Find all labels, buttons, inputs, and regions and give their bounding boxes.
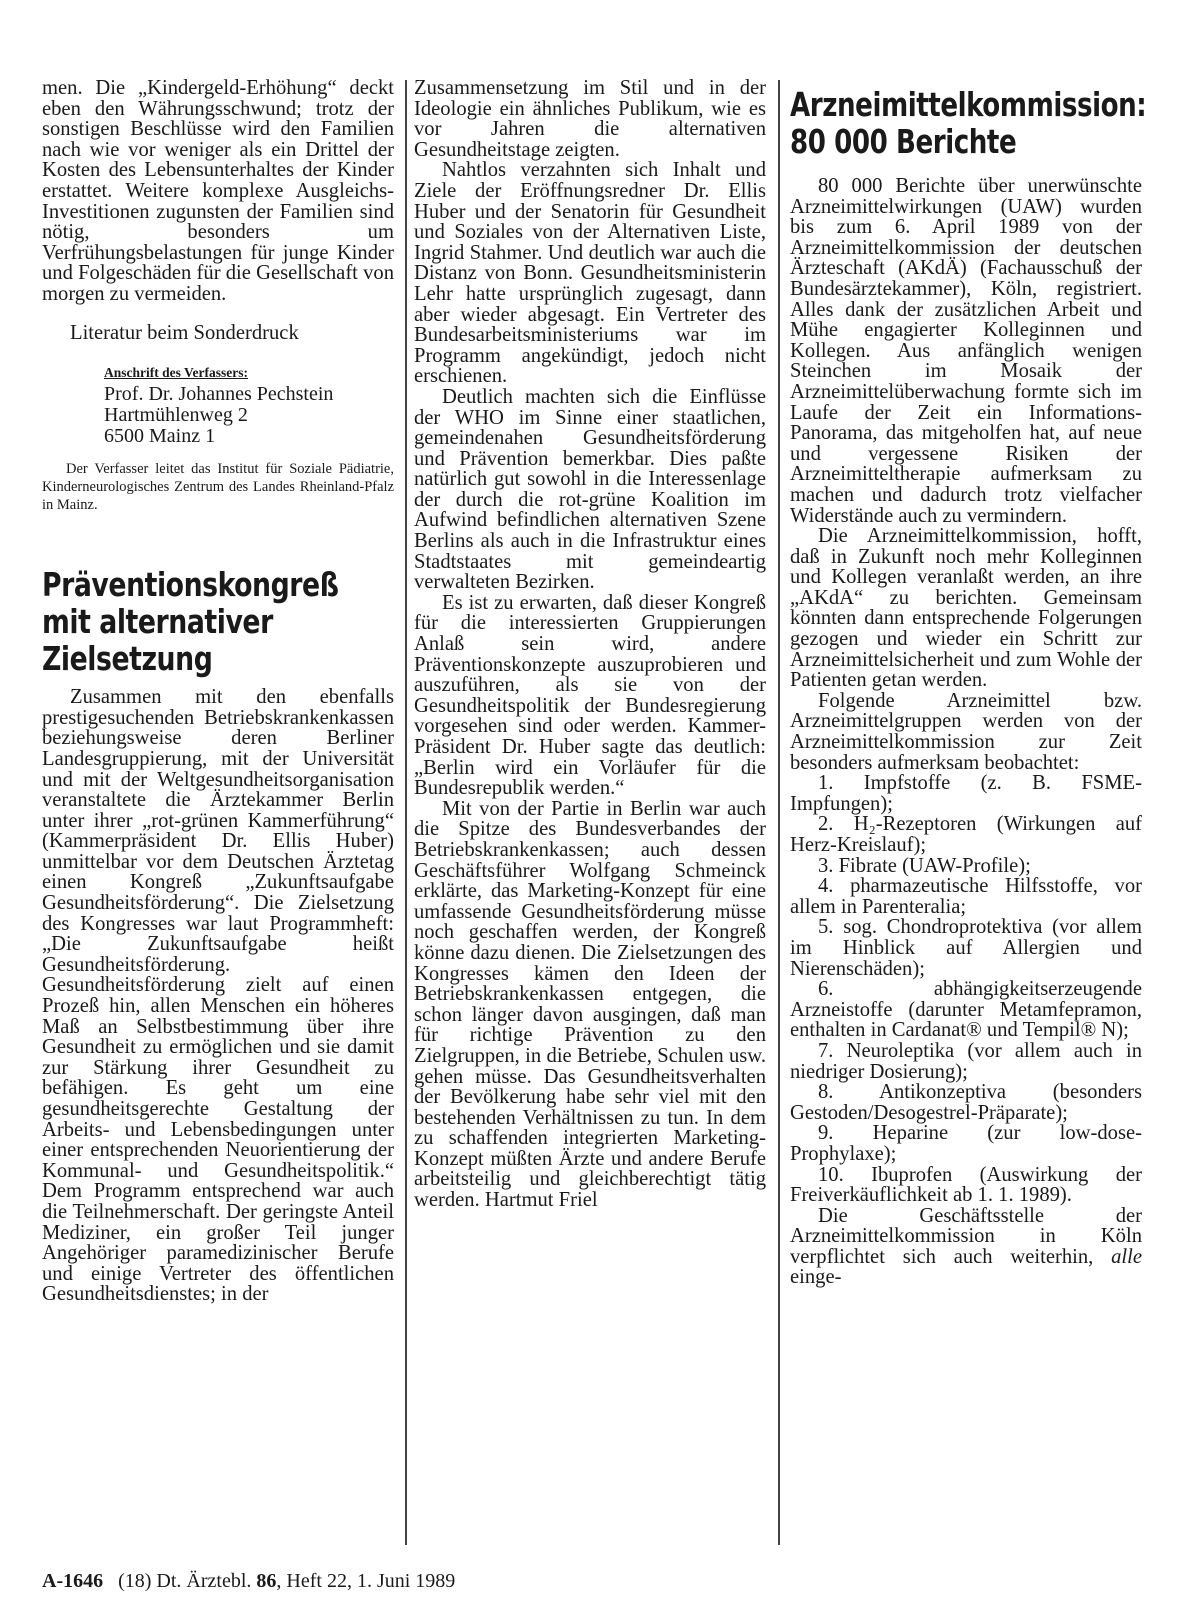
- list-item: 7. Neuroleptika (vor allem auch in niedriger Dosierung);: [790, 1039, 1142, 1083]
- text-span: Die Geschäftsstelle der Arzneimittelkommission in Köln verpflichtet sich auch weiterhin,: [790, 1204, 1142, 1268]
- list-item: 10. Ibuprofen (Auswirkung der Freiverkäuflichkeit ab 1. 1. 1989).: [790, 1163, 1142, 1207]
- article-paragraph: Deutlich machten sich die Einflüsse der WHO im Sinne einer staatlichen, gemeindenahen Gesundheitsförderung und Prävention bemerkbar. Dies paßte natürlich gut sowohl in die Interessenlage der durch die rot-grüne Koalition im Aufwind befindlichen alternativen Szene Berlins als auch in die Infrastruktur eines Stadtstaates mit gemeindeartig verwalteten Bezirken.: [414, 385, 766, 594]
- list-item: 3. Fibrate (UAW-Profile);: [818, 854, 1031, 877]
- article-headline: Präventionskongreß mit alternativer Zielsetzung: [42, 565, 339, 679]
- article-paragraph: Mit von der Partie in Berlin war auch die Spitze des Bundesverbandes der Betriebskrankenkassen; auch dessen Geschäftsführer Wolfgang Schmeinck erklärte, das Marketing-Konzept für eine umfassende Gesundheitsförderung müsse noch geschaffen werden, der Kongreß könne dazu dienen. Die Zielsetzungen des Kongresses kämen den Ideen der Betriebskrankenkassen entgegen, die schon länger davon ausgingen, daß man für richtige Prävention zu den Zielgruppen, in die Betriebe, Schulen usw. gehen müsse. Das Gesundheitsverhalten der Bevölkerung habe sehr viel mit den bestehenden Verhältnissen zu tun. In dem zu schaffenden integrierten Marketing-Konzept müßten Ärzte und andere Berufe arbeitsteilig und gleichberechtigt tätig werden. Hartmut Friel: [414, 797, 766, 1212]
- list-item: 5. sog. Chondroprotektiva (vor allem im Hinblick auf Allergien und Nierenschäden);: [790, 916, 1142, 980]
- drug-watch-list: [790, 773, 1142, 1205]
- article-paragraph: [790, 1206, 1142, 1288]
- column-rule-right: [778, 80, 780, 1545]
- article-paragraph: Es ist zu erwarten, daß dieser Kongreß für die interessierten Gruppierungen Anlaß sein wird, andere Präventionskonzepte auszuprobieren und auszuführen, als sie von der Gesundheitspolitik der Bundesregierung vorgesehen sind oder werden. Kammer-Präsident Dr. Huber sagte das deutlich: „Berlin wird ein Vorläufer für die Bundesrepublik werden.“: [414, 591, 766, 800]
- list-item: 9. Heparine (zur low-dose-Prophylaxe);: [790, 1122, 1142, 1165]
- emphasis: alle: [1111, 1245, 1142, 1268]
- page-number: A-1646: [42, 1570, 104, 1592]
- volume-number: 86: [256, 1570, 277, 1592]
- literature-note: Literatur beim Sonderdruck: [70, 321, 299, 344]
- list-item: 2. H₂-Rezeptoren (Wirkungen auf Herz-Kreislauf);: [790, 813, 1142, 856]
- article-paragraph: Nahtlos verzahnten sich Inhalt und Ziele der Eröffnungsredner Dr. Ellis Huber und der Senatorin für Gesundheit und Soziales von der Alternativen Liste, Ingrid Stahmer. Und deutlich war auch die Distanz von Bonn. Gesundheitsministerin Lehr hatte ursprünglich zugesagt, dann aber wieder abgesagt. Ein Vertreter des Bundesarbeitsministeriums war im Programm angekündigt, jedoch nicht erschienen.: [414, 159, 766, 388]
- address-city: 6500 Mainz 1: [104, 425, 216, 448]
- address-street: Hartmühlenweg 2: [104, 404, 248, 427]
- address-heading: Anschrift des Verfassers:: [104, 365, 248, 381]
- author-note: Der Verfasser leitet das Institut für Soziale Pädiatrie, Kinderneurologisches Zentrum des Landes Rheinland-Pfalz in Mainz.: [42, 461, 394, 514]
- article-paragraph: Zusammen mit den ebenfalls prestigesuchenden Betriebskrankenkassen beziehungsweise deren Berliner Landesgruppierung, mit der Universität und mit der Weltgesundheitsorganisation veranstaltete die Ärztekammer Berlin unter ihrer „rot-grünen Kammerführung“ (Kammerpräsident Dr. Ellis Huber) unmittelbar vor dem Deutschen Ärztetag einen Kongreß „Zukunftsaufgabe Gesundheitsförderung“. Die Zielsetzung des Kongresses war laut Programmheft: „Die Zukunftsaufgabe heißt Gesundheitsförderung. Gesundheitsförderung zielt auf einen Prozeß hin, allen Menschen ein höheres Maß an Selbstbestimmung über ihre Gesundheit zu ermöglichen und sie damit zur Stärkung ihrer Gesundheit zu befähigen. Es geht um eine gesundheitsgerechte Gestaltung der Arbeits- und Lebensbedingungen unter einer entsprechenden Neuorientierung der Kommunal- und Gesundheitspolitik.“ Dem Programm entsprechend war auch die Teilnehmerschaft. Der geringste Anteil Mediziner, ein großer Teil junger Angehöriger paramedizinischer Berufe und einige Vertreter des öffentlichen Gesundheitsdienstes; in der: [42, 686, 394, 1306]
- list-item: 4. pharmazeutische Hilfsstoffe, vor allem in Parenteralia;: [790, 875, 1142, 918]
- column-rule-left: [405, 80, 407, 1545]
- article-paragraph: Zusammensetzung im Stil und in der Ideologie ein ähnliches Publikum, wie es vor Jahren die alternativen Gesundheitstage zeigten.: [414, 77, 766, 161]
- column-3: [790, 78, 1147, 1289]
- issue-info: , Heft 22, 1. Juni 1989: [276, 1570, 456, 1592]
- text-span: einge-: [790, 1266, 842, 1289]
- article-paragraph: Folgende Arzneimittel bzw. Arzneimittelgruppen werden von der Arzneimittelkommission zur Zeit besonders aufmerksam beobachtet:: [790, 689, 1142, 774]
- article-paragraph: Die Arzneimittelkommission, hofft, daß in Zukunft noch mehr Kolleginnen und Kollegen veranlaßt werden, an ihre „AKdA“ zu berichten. Gemeinsam könnten dann entsprechende Folgerungen gezogen und wieder ein Schritt zur Arzneimittelsicherheit und zum Wohle der Patienten getan werden.: [790, 525, 1142, 692]
- journal-citation: (18) Dt. Ärztebl.: [118, 1570, 257, 1592]
- column-2: [414, 78, 766, 1211]
- address-name: Prof. Dr. Johannes Pechstein: [104, 383, 334, 406]
- article-paragraph: 80 000 Berichte über unerwünschte Arzneimittelwirkungen (UAW) wurden bis zum 6. April 1989 von der Arzneimittelkommission der deutschen Ärzteschaft (AKdÄ) (Fachausschuß der Bundesärztekammer), Köln, registriert. Alles dank der zusätzlichen Arbeit und Mühe engagierter Kolleginnen und Kollegen. Aus anfänglich wenigen Steinchen im Mosaik der Arzneimittelüberwachung formte sich im Laufe der Zeit ein Informations-Panorama, das mitgeholfen hat, auf neue und vergessene Risiken der Arzneimitteltherapie aufmerksam zu machen und dadurch trotz vielfacher Widerstände auch zu vermindern.: [790, 175, 1142, 527]
- article-headline: Arzneimittelkommission: 80 000 Berichte: [790, 85, 1147, 161]
- list-item: 8. Antikonzeptiva (besonders Gestoden/Desogestrel-Präparate);: [790, 1081, 1142, 1124]
- list-item: 1. Impfstoffe (z. B. FSME-Impfungen);: [790, 772, 1142, 815]
- page-footer: [42, 1570, 455, 1593]
- column-1: [42, 78, 394, 1305]
- paragraph-continued: men. Die „Kindergeld-Erhöhung“ deckt eben den Währungsschwund; trotz der sonstigen Beschlüsse wird den Familien nach wie vor weniger als ein Drittel der Kosten des Lebensunterhaltes der Kinder erstattet. Weitere komplexe Ausgleichs-Investitionen zugunsten der Familien sind nötig, besonders um Verfrühungsbelastungen für junge Kinder und Folgeschäden für die Gesellschaft von morgen zu vermeiden.: [42, 77, 394, 305]
- list-item: 6. abhängigkeitserzeugende Arzneistoffe (darunter Metamfepramon, enthalten in Cardanat® und Tempil® N);: [790, 978, 1142, 1042]
